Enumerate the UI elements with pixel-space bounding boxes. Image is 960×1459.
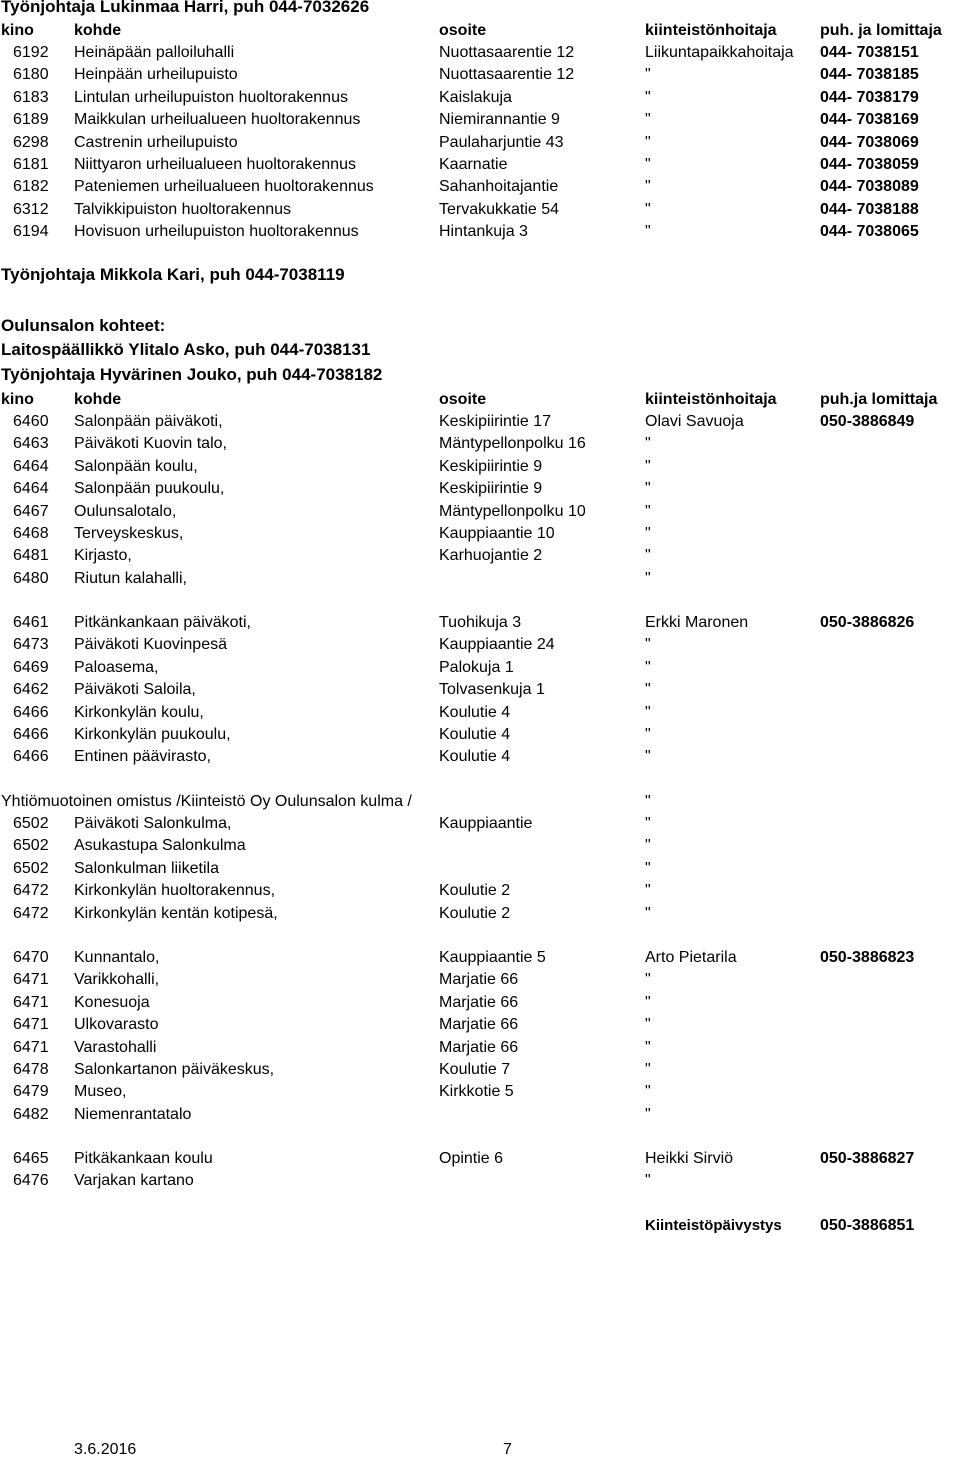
table-row <box>0 221 960 243</box>
cell-kiinteistonhoitaja: Liikuntapaikkahoitaja <box>645 44 794 61</box>
table-row <box>0 154 960 176</box>
table-row <box>0 992 960 1014</box>
cell-osoite: Karhuojantie 2 <box>439 547 543 565</box>
cell-kiinteistonhoitaja: " <box>645 435 651 453</box>
table-row <box>0 199 960 221</box>
table-row <box>0 523 960 545</box>
cell-kino: 6471 <box>13 993 49 1011</box>
cell-kino: 6502 <box>13 859 49 877</box>
table-row <box>0 42 960 64</box>
cell-kino: 6180 <box>13 66 49 84</box>
cell-osoite: Hintankuja 3 <box>439 223 528 241</box>
cell-osoite: Keskipiirintie 17 <box>439 413 552 430</box>
cell-kohde: Pitkäkankaan koulu <box>74 1150 213 1167</box>
cell-kiinteistonhoitaja: " <box>645 569 651 587</box>
cell-kino: 6182 <box>13 178 49 196</box>
cell-kiinteistonhoitaja: " <box>645 502 651 520</box>
table-row <box>0 702 960 724</box>
cell-kiinteistonhoitaja: Arto Pietarila <box>645 949 737 966</box>
table-row <box>0 1081 960 1103</box>
duty-label: Kiinteistöpäivystys <box>645 1217 782 1234</box>
table-row <box>0 835 960 857</box>
table-row <box>0 1170 960 1192</box>
cell-osoite: Keskipiirintie 9 <box>439 457 543 475</box>
heading-tyonjohtaja-hyvarinen: Työnjohtaja Hyvärinen Jouko, puh 044-7038182 <box>1 365 383 384</box>
cell-puh: 050-3886826 <box>820 614 915 631</box>
cell-kohde: Maikkulan urheilualueen huoltorakennus <box>74 111 361 129</box>
cell-kino: 6466 <box>13 748 49 766</box>
cell-osoite: Sahanhoitajantie <box>439 178 559 196</box>
cell-kino: 6460 <box>13 413 49 430</box>
cell-kiinteistonhoitaja: Olavi Savuoja <box>645 413 744 430</box>
duty-phone: 050-3886851 <box>820 1217 915 1234</box>
table-row <box>0 545 960 567</box>
cell-osoite: Mäntypellonpolku 16 <box>439 435 586 453</box>
cell-kino: 6312 <box>13 200 49 218</box>
header-kino: kino <box>1 391 34 408</box>
cell-kiinteistonhoitaja: " <box>645 1083 651 1101</box>
cell-osoite: Tolvasenkuja 1 <box>439 681 545 699</box>
cell-kiinteistonhoitaja: " <box>645 200 651 218</box>
cell-kino: 6189 <box>13 111 49 129</box>
cell-kiinteistonhoitaja: " <box>645 748 651 766</box>
cell-kiinteistonhoitaja: " <box>645 547 651 565</box>
cell-osoite: Palokuja 1 <box>439 658 514 676</box>
cell-puh: 044- 7038185 <box>820 66 919 84</box>
cell-kiinteistonhoitaja: " <box>645 859 651 877</box>
section-title-lukinmaa: Työnjohtaja Lukinmaa Harri, puh 044-7032626 <box>1 0 370 16</box>
cell-kiinteistonhoitaja: " <box>645 993 651 1011</box>
footer-page-number: 7 <box>503 1441 512 1458</box>
cell-kiinteistonhoitaja: " <box>645 1172 651 1190</box>
cell-kiinteistonhoitaja: " <box>645 1016 651 1034</box>
cell-kino: 6471 <box>13 971 49 989</box>
cell-kino: 6502 <box>13 837 49 855</box>
header-osoite: osoite <box>439 22 487 39</box>
cell-osoite: Paulaharjuntie 43 <box>439 133 564 151</box>
table-row <box>0 176 960 198</box>
cell-kohde: Kirkonkylän huoltorakennus, <box>74 882 276 900</box>
cell-puh: 044- 7038179 <box>820 88 919 106</box>
cell-osoite: Marjatie 66 <box>439 1016 519 1034</box>
cell-kohde: Päiväkoti Kuovinpesä <box>74 636 227 654</box>
cell-kohde: Riutun kalahalli, <box>74 569 187 587</box>
cell-kiinteistonhoitaja: " <box>645 1105 651 1123</box>
cell-kohde: Museo, <box>74 1083 127 1101</box>
cell-osoite: Nuottasaarentie 12 <box>439 66 575 84</box>
cell-kohde: Varjakan kartano <box>74 1172 194 1190</box>
table-row <box>0 1014 960 1036</box>
cell-kiinteistonhoitaja: " <box>645 636 651 654</box>
cell-kohde: Asukastupa Salonkulma <box>74 837 246 855</box>
cell-puh: 044- 7038188 <box>820 200 919 218</box>
cell-kino: 6463 <box>13 435 49 453</box>
cell-kiinteistonhoitaja: " <box>645 178 651 196</box>
cell-kohde: Paloasema, <box>74 658 159 676</box>
ownership-ditto: " <box>645 793 651 810</box>
table-row <box>0 109 960 131</box>
cell-kino: 6481 <box>13 547 49 565</box>
header-kino: kino <box>1 22 34 39</box>
cell-osoite: Kaarnatie <box>439 156 508 173</box>
table-row <box>0 64 960 86</box>
header-osoite: osoite <box>439 391 487 408</box>
footer-date: 3.6.2016 <box>74 1441 137 1458</box>
cell-osoite: Keskipiirintie 9 <box>439 480 543 498</box>
table-row <box>0 813 960 835</box>
cell-kohde: Salonpään koulu, <box>74 457 198 475</box>
cell-osoite: Koulutie 4 <box>439 748 511 766</box>
cell-kohde: Heinäpään palloiluhalli <box>74 44 235 61</box>
cell-osoite: Niemirannantie 9 <box>439 111 560 129</box>
cell-puh: 044- 7038089 <box>820 178 919 196</box>
header-kiinteistonhoitaja: kiinteistönhoitaja <box>645 22 777 39</box>
cell-kiinteistonhoitaja: " <box>645 66 651 84</box>
table-row <box>0 947 960 969</box>
cell-puh: 050-3886849 <box>820 413 915 430</box>
cell-osoite: Kauppiaantie 5 <box>439 949 546 966</box>
cell-osoite: Kirkkotie 5 <box>439 1083 514 1101</box>
cell-kiinteistonhoitaja: Erkki Maronen <box>645 614 749 631</box>
cell-kohde: Castrenin urheilupuisto <box>74 133 238 151</box>
cell-kohde: Kirkonkylän koulu, <box>74 703 204 721</box>
cell-kino: 6467 <box>13 502 49 520</box>
cell-kohde: Päiväkoti Kuovin talo, <box>74 435 227 453</box>
cell-kino: 6480 <box>13 569 49 587</box>
cell-osoite: Tervakukkatie 54 <box>439 200 560 218</box>
cell-kohde: Päiväkoti Saloila, <box>74 681 196 699</box>
cell-osoite: Koulutie 7 <box>439 1061 511 1078</box>
cell-kohde: Niittyaron urheilualueen huoltorakennus <box>74 156 356 173</box>
table-row <box>0 724 960 746</box>
cell-kiinteistonhoitaja: " <box>645 726 651 743</box>
table-row <box>0 478 960 500</box>
cell-kino: 6473 <box>13 636 49 654</box>
cell-kino: 6469 <box>13 658 49 676</box>
table-row <box>0 1059 960 1081</box>
cell-kino: 6192 <box>13 44 49 61</box>
cell-puh: 044- 7038151 <box>820 44 919 61</box>
cell-kiinteistonhoitaja: " <box>645 904 651 922</box>
table-row <box>0 87 960 109</box>
cell-kohde: Pitkänkankaan päiväkoti, <box>74 614 251 631</box>
table-row <box>0 969 960 991</box>
cell-kohde: Oulunsalotalo, <box>74 502 177 520</box>
table-row <box>0 679 960 701</box>
cell-kohde: Heinpään urheilupuisto <box>74 66 238 84</box>
section-title-mikkola: Työnjohtaja Mikkola Kari, puh 044-7038119 <box>1 265 345 284</box>
cell-kino: 6466 <box>13 726 49 743</box>
cell-kino: 6461 <box>13 614 49 631</box>
cell-kohde: Talvikkipuiston huoltorakennus <box>74 200 292 218</box>
cell-kiinteistonhoitaja: Heikki Sirviö <box>645 1150 734 1167</box>
cell-kino: 6479 <box>13 1083 49 1101</box>
cell-osoite: Kauppiaantie 10 <box>439 525 555 542</box>
duty-line <box>0 1215 960 1237</box>
cell-kino: 6478 <box>13 1061 49 1078</box>
cell-kohde: Salonpään puukoulu, <box>74 480 225 498</box>
cell-osoite: Koulutie 2 <box>439 882 511 900</box>
cell-puh: 050-3886827 <box>820 1150 915 1167</box>
header-kohde: kohde <box>74 391 122 408</box>
cell-kiinteistonhoitaja: " <box>645 837 651 855</box>
cell-kiinteistonhoitaja: " <box>645 111 651 129</box>
table-row <box>0 132 960 154</box>
header-kiinteistonhoitaja: kiinteistönhoitaja <box>645 391 777 408</box>
cell-kohde: Niemenrantatalo <box>74 1105 192 1123</box>
cell-kohde: Kirkonkylän puukoulu, <box>74 726 231 743</box>
cell-kino: 6502 <box>13 815 49 832</box>
cell-kiinteistonhoitaja: " <box>645 525 651 542</box>
cell-osoite: Marjatie 66 <box>439 1038 519 1056</box>
cell-kino: 6466 <box>13 703 49 721</box>
table-row <box>0 1104 960 1126</box>
cell-osoite: Koulutie 4 <box>439 726 511 743</box>
cell-kiinteistonhoitaja: " <box>645 658 651 676</box>
cell-kiinteistonhoitaja: " <box>645 971 651 989</box>
cell-kohde: Lintulan urheilupuiston huoltorakennus <box>74 88 348 106</box>
cell-osoite: Koulutie 2 <box>439 904 511 922</box>
cell-kiinteistonhoitaja: " <box>645 815 651 832</box>
cell-kino: 6471 <box>13 1016 49 1034</box>
cell-kohde: Kirjasto, <box>74 547 132 565</box>
cell-kiinteistonhoitaja: " <box>645 882 651 900</box>
table-row <box>0 657 960 679</box>
cell-osoite: Marjatie 66 <box>439 993 519 1011</box>
table-header-oulunsalo <box>0 389 960 411</box>
cell-puh: 044- 7038069 <box>820 133 919 151</box>
cell-kiinteistonhoitaja: " <box>645 88 651 106</box>
header-puh: puh.ja lomittaja <box>820 391 938 408</box>
cell-osoite: Koulutie 4 <box>439 703 511 721</box>
table-row <box>0 612 960 634</box>
table-row <box>0 634 960 656</box>
cell-kino: 6465 <box>13 1150 49 1167</box>
cell-kino: 6462 <box>13 681 49 699</box>
cell-puh: 044- 7038059 <box>820 156 919 173</box>
cell-kohde: Pateniemen urheilualueen huoltorakennus <box>74 178 374 196</box>
table-row <box>0 501 960 523</box>
table-row <box>0 903 960 925</box>
cell-kiinteistonhoitaja: " <box>645 480 651 498</box>
cell-kino: 6464 <box>13 457 49 475</box>
cell-kino: 6476 <box>13 1172 49 1190</box>
table-row <box>0 1148 960 1170</box>
cell-osoite: Kaislakuja <box>439 88 512 106</box>
table-row <box>0 880 960 902</box>
cell-kohde: Ulkovarasto <box>74 1016 159 1034</box>
cell-kino: 6472 <box>13 882 49 900</box>
cell-kohde: Varikkohalli, <box>74 971 160 989</box>
cell-kiinteistonhoitaja: " <box>645 133 651 151</box>
cell-kohde: Terveyskeskus, <box>74 525 184 542</box>
cell-kino: 6471 <box>13 1038 49 1056</box>
cell-kohde: Varastohalli <box>74 1038 157 1056</box>
table-row <box>0 746 960 768</box>
table-row <box>0 433 960 455</box>
cell-osoite: Nuottasaarentie 12 <box>439 44 575 61</box>
cell-osoite: Kauppiaantie <box>439 815 533 832</box>
cell-kino: 6464 <box>13 480 49 498</box>
header-puh: puh. ja lomittaja <box>820 22 942 39</box>
cell-kiinteistonhoitaja: " <box>645 681 651 699</box>
cell-kohde: Kunnantalo, <box>74 949 160 966</box>
cell-kiinteistonhoitaja: " <box>645 1038 651 1056</box>
cell-kino: 6194 <box>13 223 49 241</box>
table-row <box>0 411 960 433</box>
cell-kohde: Päiväkoti Salonkulma, <box>74 815 232 832</box>
cell-kino: 6183 <box>13 88 49 106</box>
cell-osoite: Opintie 6 <box>439 1150 504 1167</box>
cell-kiinteistonhoitaja: " <box>645 223 651 241</box>
cell-puh: 044- 7038065 <box>820 223 919 241</box>
cell-osoite: Mäntypellonpolku 10 <box>439 502 586 520</box>
cell-kohde: Salonpään päiväkoti, <box>74 413 223 430</box>
cell-kiinteistonhoitaja: " <box>645 1061 651 1078</box>
table-row <box>0 1037 960 1059</box>
header-kohde: kohde <box>74 22 122 39</box>
cell-kohde: Salonkulman liiketila <box>74 859 219 877</box>
table-header <box>0 20 960 42</box>
table-row <box>0 568 960 590</box>
cell-puh: 050-3886823 <box>820 949 915 966</box>
table-row <box>0 456 960 478</box>
cell-puh: 044- 7038169 <box>820 111 919 129</box>
cell-kohde: Hovisuon urheilupuiston huoltorakennus <box>74 223 359 241</box>
cell-kino: 6482 <box>13 1105 49 1123</box>
cell-kohde: Salonkartanon päiväkeskus, <box>74 1061 275 1078</box>
ownership-line <box>0 791 960 813</box>
cell-kiinteistonhoitaja: " <box>645 156 651 173</box>
cell-osoite: Marjatie 66 <box>439 971 519 989</box>
cell-kino: 6298 <box>13 133 49 151</box>
cell-kino: 6468 <box>13 525 49 542</box>
cell-osoite: Kauppiaantie 24 <box>439 636 555 654</box>
cell-kohde: Entinen päävirasto, <box>74 748 211 766</box>
cell-kiinteistonhoitaja: " <box>645 703 651 721</box>
cell-kino: 6472 <box>13 904 49 922</box>
cell-kiinteistonhoitaja: " <box>645 457 651 475</box>
heading-oulunsalo: Oulunsalon kohteet: <box>1 316 166 335</box>
ownership-text: Yhtiömuotoinen omistus /Kiinteistö Oy Oulunsalon kulma / <box>1 793 412 810</box>
table-row <box>0 858 960 880</box>
heading-laitospaallikko: Laitospäällikkö Ylitalo Asko, puh 044-7038131 <box>1 340 371 359</box>
cell-osoite: Tuohikuja 3 <box>439 614 522 631</box>
cell-kohde: Kirkonkylän kentän kotipesä, <box>74 904 278 922</box>
cell-kohde: Konesuoja <box>74 993 150 1011</box>
cell-kino: 6470 <box>13 949 49 966</box>
cell-kino: 6181 <box>13 156 49 173</box>
